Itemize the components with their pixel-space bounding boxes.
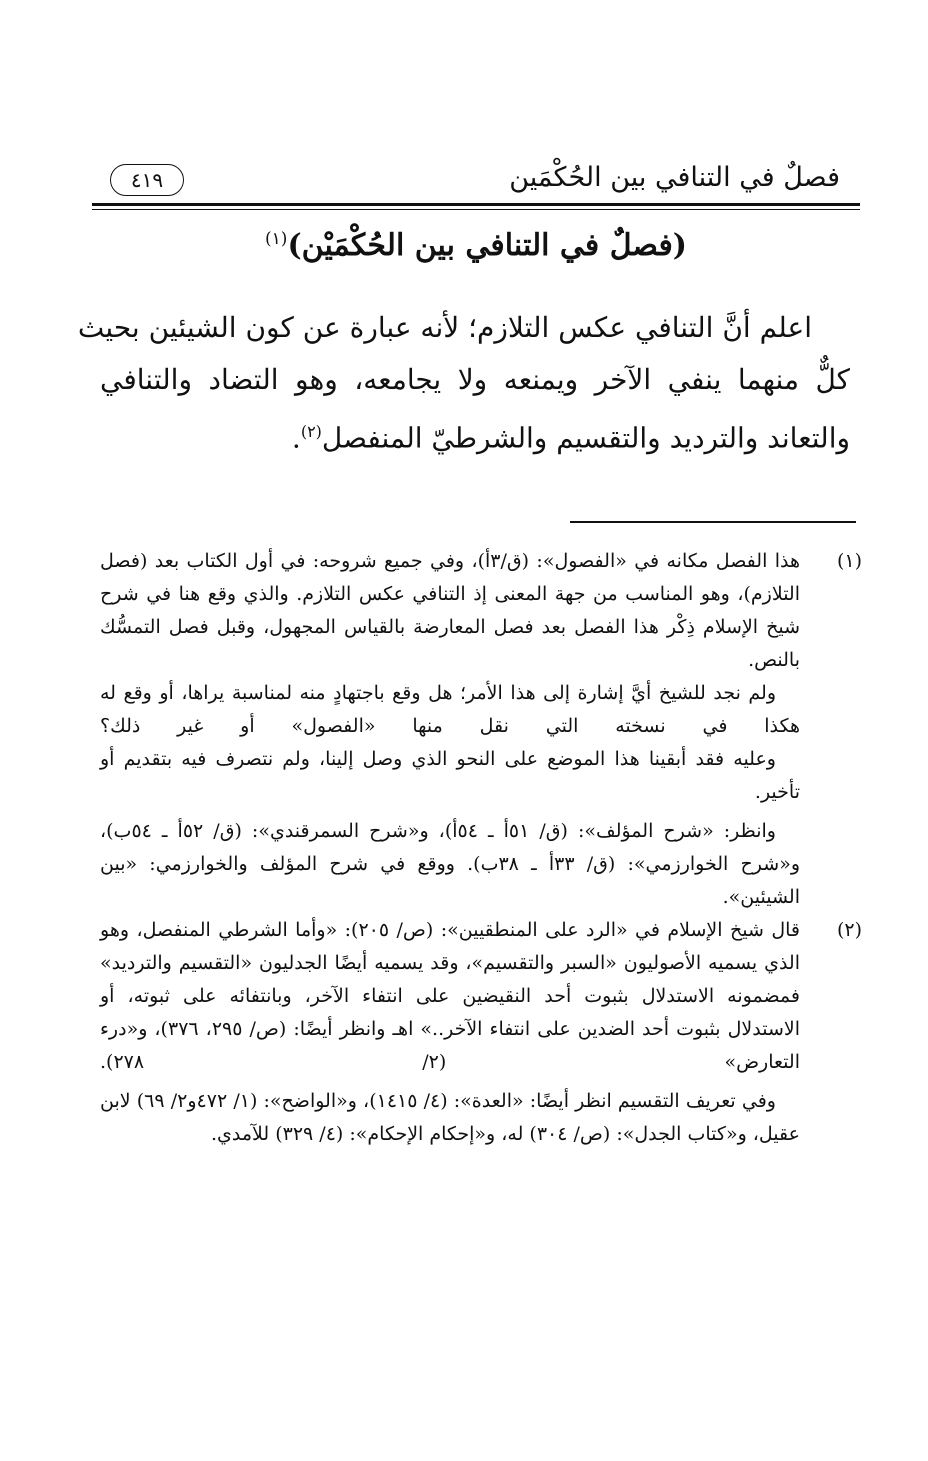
body-line-2: كلٌّ منهما ينفي الآخر ويمنعه ولا يجامعه، وهو التضاد والتنافي — [100, 363, 850, 396]
footnote-2 — [100, 914, 862, 1151]
footnote-paragraph: وفي تعريف التقسيم انظر أيضًا: «العدة»: (٤/ ١٤١٥)، و«الواضح»: (١/ ٤٧٢و٢/ ٦٩) لابن عقيل، و«كتاب الجدل»: (ص/ ٣٠٤) له، و«إحكام الإحكام»: (٤/ ٣٢٩) للآمدي. — [100, 1090, 800, 1145]
footnote-ref-1: (١) — [265, 229, 288, 249]
chapter-title — [92, 228, 860, 263]
header-rule-thin — [92, 209, 860, 210]
body-line-3-text: والتعاند والترديد والتقسيم والشرطيّ المنفصل — [321, 421, 850, 455]
main-paragraph — [77, 302, 850, 464]
footnote-paragraph: وانظر: «شرح المؤلف»: (ق/ ٥١أ ـ ٥٤أ)، و«شرح السمرقندي»: (ق/ ٥٢أ ـ ٥٤ب)، و«شرح الخوارزمي»: (ق/ ٣٣أ ـ ٣٨ب). ووقع في شرح المؤلف والخوارزمي: «بين الشيئين». — [100, 820, 800, 908]
body-line-3-end: . — [291, 421, 301, 455]
chapter-title-text: (فصلٌ في التنافي بين الحُكْمَيْن) — [287, 228, 687, 263]
footnote-marker: (٢) — [836, 919, 862, 941]
running-header — [100, 158, 840, 198]
footnote-ref-2: (٢) — [300, 422, 322, 441]
body-line-3 — [100, 406, 850, 464]
footnote-paragraph: هذا الفصل مكانه في «الفصول»: (ق/٣أ)، وفي جميع شروحه: في أول الكتاب بعد (فصل التلازم)، وهو المناسب من جهة المعنى إذ التنافي عكس التلازم. والذي وقع هنا في شرح شيخ الإسلام ذِكْر هذا الفصل بعد فصل المعارضة بالقياس المجهول، وقبل فصل التمسُّك بالنص. — [100, 550, 800, 671]
running-title: فصلٌ في التنافي بين الحُكْمَين — [509, 162, 840, 193]
body-line-1: اعلم أنَّ التنافي عكس التلازم؛ لأنه عبارة عن كون الشيئين بحيث — [77, 311, 812, 344]
footnote-marker: (١) — [836, 550, 862, 572]
footnote-separator — [570, 521, 856, 523]
footnote-paragraph: قال شيخ الإسلام في «الرد على المنطقيين»: (ص/ ٢٠٥): «وأما الشرطي المنفصل، وهو الذي يسميه الأصوليون «السبر والتقسيم»، وقد يسميه أيضًا الجدليون «التقسيم والترديد» فمضمونه الاستدلال بثبوت أحد النقيضين على انتفاء الآخر، وبانتفائه على ثبوته، أو الاستدلال بثبوت أحد الضدين على انتفاء الآخر..» اهـ وانظر أيضًا: (ص/ ٢٩٥، ٣٧٦)، و«درء التعارض» (٢/ ٢٧٨). — [100, 919, 801, 1073]
footnotes — [100, 545, 862, 1151]
footnote-paragraph: ولم نجد للشيخ أيَّ إشارة إلى هذا الأمر؛ هل وقع باجتهادٍ منه لمناسبة يراها، أو وقع له هكذا في نسخته التي نقل منها «الفصول» أو غير ذلك؟ — [100, 682, 800, 737]
header-rule — [92, 203, 860, 206]
footnote-paragraph: وعليه فقد أبقينا هذا الموضع على النحو الذي وصل إلينا، ولم نتصرف فيه بتقديم أو تأخير. — [100, 748, 800, 803]
footnote-1 — [100, 545, 862, 914]
page-number: ٤١٩ — [110, 164, 184, 196]
